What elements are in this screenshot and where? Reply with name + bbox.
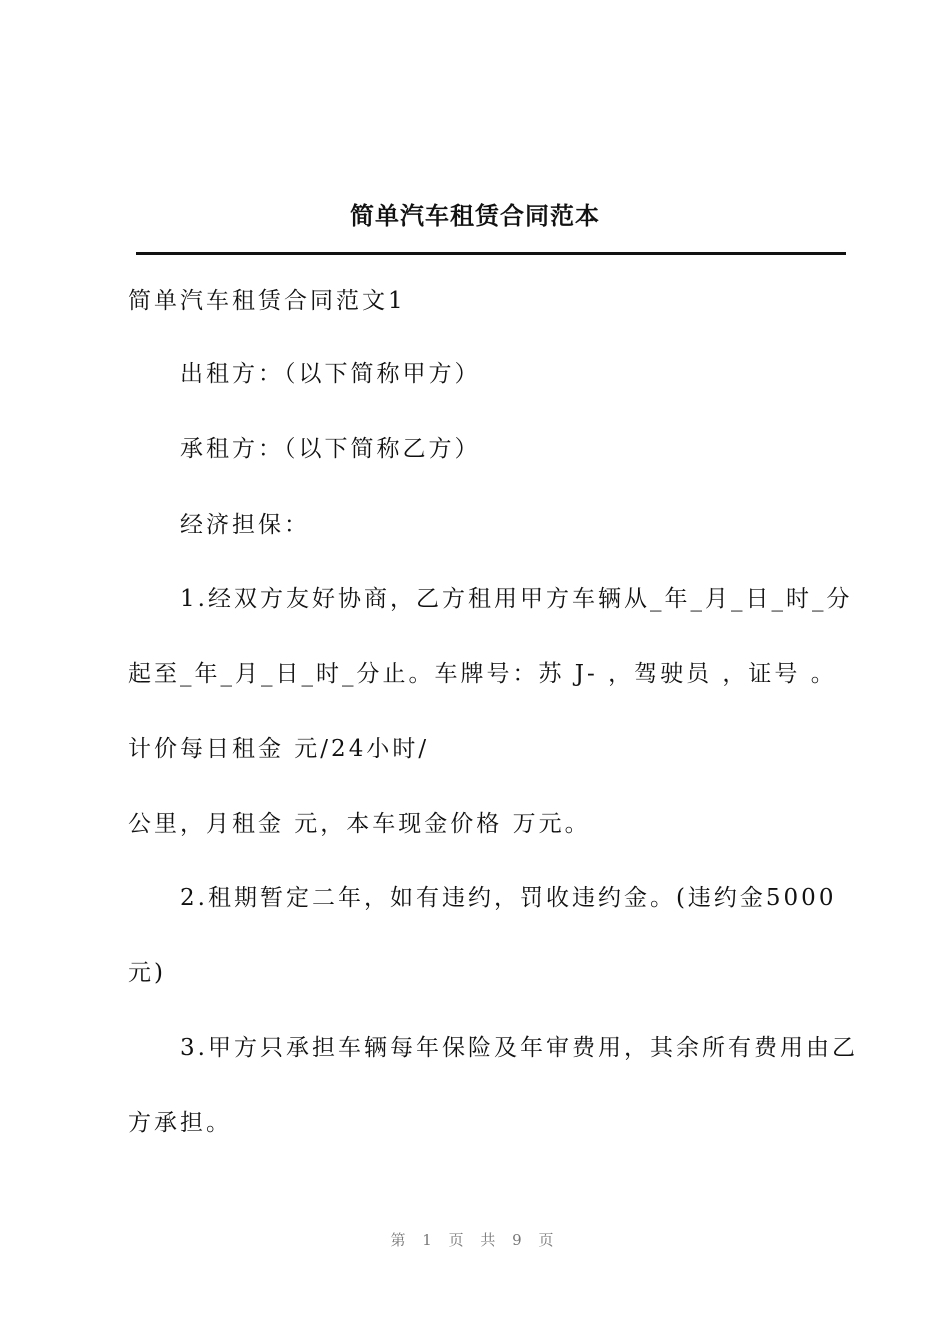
lessee-line: 承租方：（以下简称乙方）	[180, 436, 481, 462]
clause-1-line-3: 计价每日租金 元/24小时/	[128, 736, 430, 762]
title-divider	[136, 252, 846, 255]
section-heading: 简单汽车租赁合同范文1	[128, 288, 406, 314]
clause-1-line-2: 起至_年_月_日_时_分止。车牌号：苏 J- ，驾驶员 ，证号 。	[128, 661, 837, 687]
clause-2-line-2: 元)	[128, 960, 166, 986]
clause-1-line-4: 公里，月租金 元，本车现金价格 万元。	[128, 811, 591, 837]
page-number: 第 1 页 共 9 页	[390, 1231, 560, 1249]
document-title: 简单汽车租赁合同范本	[350, 201, 600, 230]
clause-3-line-1: 3.甲方只承担车辆每年保险及年审费用，其余所有费用由乙	[180, 1035, 858, 1061]
lessor-line: 出租方：（以下简称甲方）	[180, 361, 481, 387]
guarantee-line: 经济担保：	[180, 512, 310, 538]
clause-1-line-1: 1.经双方友好协商，乙方租用甲方车辆从_年_月_日_时_分	[180, 586, 853, 612]
clause-2-line-1: 2.租期暂定二年，如有违约，罚收违约金。(违约金5000	[180, 885, 837, 911]
clause-3-line-2: 方承担。	[128, 1110, 232, 1136]
